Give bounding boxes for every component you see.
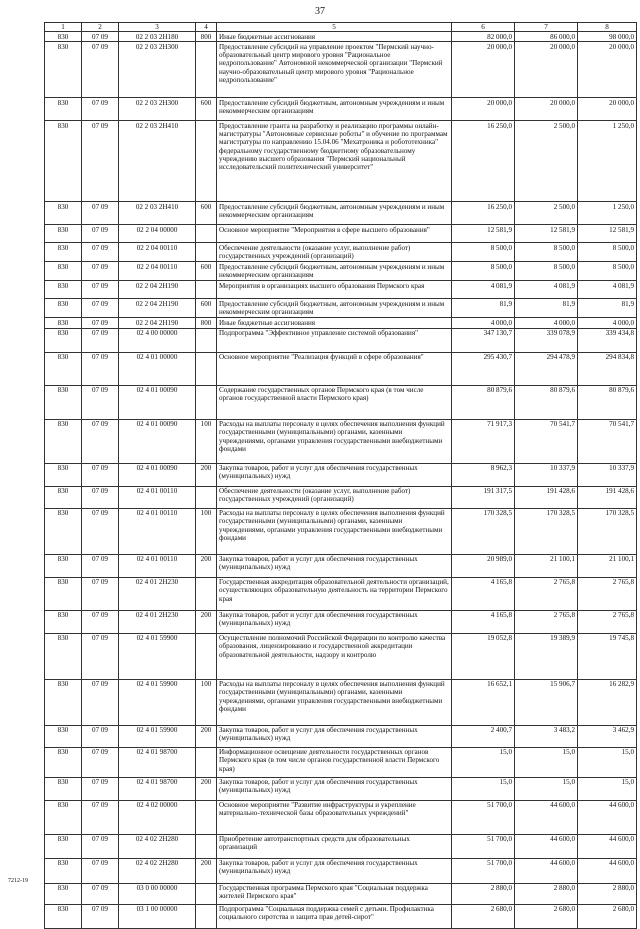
column-csr: 02 2 03 2Н300: [119, 42, 196, 98]
table-row: [45, 800, 637, 834]
column-rz-pr: 07 09: [82, 98, 119, 121]
column-gr: 830: [45, 508, 82, 554]
value-col7: 10 337,9: [515, 463, 578, 486]
column-csr: 02 4 02 00000: [119, 800, 196, 834]
table-row: [45, 883, 637, 904]
column-vr: [196, 904, 217, 928]
value-col7: 2 500,0: [515, 202, 578, 225]
column-rz-pr: 07 09: [82, 328, 119, 352]
column-gr: 830: [45, 747, 82, 777]
table-row: [45, 32, 637, 42]
value-col7: 44 600,0: [515, 834, 578, 858]
column-gr: 830: [45, 385, 82, 419]
value-col8: 2 765,8: [578, 610, 637, 633]
page-number: 37: [315, 6, 325, 17]
column-gr: 830: [45, 243, 82, 262]
column-csr: 02 2 04 00110: [119, 243, 196, 262]
column-rz-pr: 07 09: [82, 281, 119, 299]
column-csr: 03 1 00 00000: [119, 904, 196, 928]
column-gr: 830: [45, 419, 82, 463]
table-row: [45, 904, 637, 928]
column-number: 6: [452, 23, 515, 32]
table-row: [45, 352, 637, 385]
row-name: Расходы на выплаты персоналу в целях обеспечения выполнения функций государственными (муниципальными) органами, казенными учреждениями, органами управления государственными внебюджетными фондами: [217, 679, 452, 725]
value-col7: 2 680,0: [515, 904, 578, 928]
column-gr: 830: [45, 904, 82, 928]
value-col6: 4 081,9: [452, 281, 515, 299]
row-name: Основное мероприятие "Мероприятия в сфере высшего образования": [217, 225, 452, 243]
column-vr: [196, 225, 217, 243]
table-row: [45, 121, 637, 202]
value-col8: 44 600,0: [578, 834, 637, 858]
column-vr: [196, 243, 217, 262]
column-csr: 02 2 03 2Н410: [119, 121, 196, 202]
row-name: Расходы на выплаты персоналу в целях обеспечения выполнения функций государственными (муниципальными) органами, казенными учреждениями, органами управления государственными внебюджетными фондами: [217, 419, 452, 463]
column-rz-pr: 07 09: [82, 121, 119, 202]
column-vr: [196, 328, 217, 352]
column-vr: 800: [196, 32, 217, 42]
column-rz-pr: 07 09: [82, 202, 119, 225]
column-gr: 830: [45, 777, 82, 800]
row-name: Обеспечение деятельности (оказание услуг, выполнение работ) государственных учреждений (организаций): [217, 243, 452, 262]
value-col6: 2 680,0: [452, 904, 515, 928]
column-rz-pr: 07 09: [82, 725, 119, 747]
value-col8: 20 000,0: [578, 98, 637, 121]
column-csr: 02 4 01 2Н230: [119, 610, 196, 633]
value-col7: 15 906,7: [515, 679, 578, 725]
value-col6: 81,9: [452, 299, 515, 318]
column-rz-pr: 07 09: [82, 633, 119, 679]
value-col6: 4 165,8: [452, 577, 515, 610]
column-vr: 800: [196, 318, 217, 328]
row-name: Подпрограмма "Социальная поддержка семей с детьми. Профилактика социального сиротства и защита прав детей-сирот": [217, 904, 452, 928]
column-csr: 02 4 01 59900: [119, 725, 196, 747]
column-rz-pr: 07 09: [82, 777, 119, 800]
value-col8: 98 000,0: [578, 32, 637, 42]
table-row: [45, 725, 637, 747]
value-col7: 80 879,6: [515, 385, 578, 419]
value-col6: 16 652,1: [452, 679, 515, 725]
table-row: [45, 281, 637, 299]
column-rz-pr: 07 09: [82, 904, 119, 928]
value-col6: 82 000,0: [452, 32, 515, 42]
value-col8: 191 428,6: [578, 486, 637, 508]
row-name: Иные бюджетные ассигнования: [217, 32, 452, 42]
value-col8: 8 500,0: [578, 243, 637, 262]
column-gr: 830: [45, 32, 82, 42]
column-vr: 200: [196, 554, 217, 577]
table-row: [45, 747, 637, 777]
column-gr: 830: [45, 679, 82, 725]
value-col7: 86 000,0: [515, 32, 578, 42]
table-row: [45, 486, 637, 508]
value-col7: 70 541,7: [515, 419, 578, 463]
column-csr: 02 2 03 2Н300: [119, 98, 196, 121]
value-col8: 81,9: [578, 299, 637, 318]
column-rz-pr: 07 09: [82, 610, 119, 633]
table-body: [45, 32, 637, 928]
table-row: [45, 42, 637, 98]
column-vr: 200: [196, 777, 217, 800]
value-col7: 81,9: [515, 299, 578, 318]
value-col8: 12 581,9: [578, 225, 637, 243]
column-csr: 02 4 01 00090: [119, 419, 196, 463]
column-number: 5: [217, 23, 452, 32]
column-csr: 02 4 01 00090: [119, 463, 196, 486]
row-name: Предоставление субсидий бюджетным, автономным учреждениям и иным некоммерческим организациям: [217, 202, 452, 225]
row-name: Предоставление субсидий бюджетным, автономным учреждениям и иным некоммерческим организациям: [217, 299, 452, 318]
column-vr: [196, 747, 217, 777]
value-col6: 71 917,3: [452, 419, 515, 463]
table-row: [45, 262, 637, 281]
column-vr: 600: [196, 98, 217, 121]
value-col6: 347 130,7: [452, 328, 515, 352]
column-vr: 100: [196, 508, 217, 554]
table-row: [45, 419, 637, 463]
column-number: 2: [82, 23, 119, 32]
row-name: Основное мероприятие "Реализация функций в сфере образования": [217, 352, 452, 385]
column-vr: [196, 633, 217, 679]
table-header: [45, 23, 637, 32]
value-col8: 1 250,0: [578, 121, 637, 202]
value-col7: 44 600,0: [515, 858, 578, 883]
column-csr: 02 4 01 00090: [119, 385, 196, 419]
value-col6: 51 700,0: [452, 834, 515, 858]
column-rz-pr: 07 09: [82, 262, 119, 281]
column-vr: 600: [196, 262, 217, 281]
value-col7: 294 478,9: [515, 352, 578, 385]
value-col7: 2 765,8: [515, 577, 578, 610]
column-vr: [196, 577, 217, 610]
column-csr: 02 4 01 00110: [119, 554, 196, 577]
column-gr: 830: [45, 121, 82, 202]
column-vr: [196, 352, 217, 385]
value-col6: 51 700,0: [452, 858, 515, 883]
row-name: Информационное освещение деятельности государственных органов Пермского края (в том числе органов государственной власти Пермского края): [217, 747, 452, 777]
value-col7: 2 500,0: [515, 121, 578, 202]
value-col8: 16 282,9: [578, 679, 637, 725]
column-rz-pr: 07 09: [82, 225, 119, 243]
value-col8: 15,0: [578, 777, 637, 800]
value-col6: 8 500,0: [452, 243, 515, 262]
value-col7: 8 500,0: [515, 243, 578, 262]
value-col6: 15,0: [452, 747, 515, 777]
table-row: [45, 243, 637, 262]
value-col8: 2 880,0: [578, 883, 637, 904]
column-gr: 830: [45, 202, 82, 225]
column-gr: 830: [45, 577, 82, 610]
row-name: Осуществление полномочий Российской Федерации по контролю качества образования, лицензированию и государственной аккредитации образовательной деятельности, надзору и контролю: [217, 633, 452, 679]
value-col6: 80 879,6: [452, 385, 515, 419]
column-csr: 02 4 01 00000: [119, 352, 196, 385]
row-name: Предоставление субсидий бюджетным, автономным учреждениям и иным некоммерческим организациям: [217, 262, 452, 281]
column-csr: 02 4 01 2Н230: [119, 577, 196, 610]
value-col8: 44 600,0: [578, 858, 637, 883]
table-row: [45, 202, 637, 225]
row-name: Предоставление гранта на разработку и реализацию программы онлайн-магистратуры "Автономные сервисные роботы" и обучение по программам магистратуры по направлению 15.04.06 "Мехатроника и робототехника" федеральному государственному бюджетному образовательному учреждению высшего образования "Пермский национальный исследовательский политехнический университет": [217, 121, 452, 202]
column-vr: 600: [196, 299, 217, 318]
row-name: Государственная аккредитация образовательной деятельности организаций, осуществляющих образовательную деятельность на территории Пермского края: [217, 577, 452, 610]
row-name: Предоставление субсидий на управление проектом "Пермский научно-образовательный центр мирового уровня "Рациональное недропользование" Автономной некоммерческой организации "Пермский научно-образовательный центр мирового уровня "Рациональное недропользование": [217, 42, 452, 98]
value-col7: 4 000,0: [515, 318, 578, 328]
column-vr: [196, 42, 217, 98]
column-csr: 02 4 01 00110: [119, 486, 196, 508]
column-rz-pr: 07 09: [82, 486, 119, 508]
column-vr: [196, 486, 217, 508]
column-rz-pr: 07 09: [82, 554, 119, 577]
table-row: [45, 577, 637, 610]
value-col8: 2 680,0: [578, 904, 637, 928]
column-vr: 600: [196, 202, 217, 225]
value-col7: 191 428,6: [515, 486, 578, 508]
column-csr: 02 4 02 2Н280: [119, 834, 196, 858]
value-col8: 294 834,8: [578, 352, 637, 385]
column-vr: 200: [196, 610, 217, 633]
column-vr: [196, 281, 217, 299]
value-col6: 15,0: [452, 777, 515, 800]
column-csr: 02 4 01 00110: [119, 508, 196, 554]
value-col7: 8 500,0: [515, 262, 578, 281]
column-rz-pr: 07 09: [82, 318, 119, 328]
column-csr: 02 4 01 98700: [119, 747, 196, 777]
column-vr: 200: [196, 463, 217, 486]
column-csr: 02 2 04 2Н190: [119, 281, 196, 299]
column-rz-pr: 07 09: [82, 858, 119, 883]
column-rz-pr: 07 09: [82, 419, 119, 463]
row-name: Закупка товаров, работ и услуг для обеспечения государственных (муниципальных) нужд: [217, 554, 452, 577]
value-col6: 12 581,9: [452, 225, 515, 243]
column-gr: 830: [45, 800, 82, 834]
row-name: Обеспечение деятельности (оказание услуг, выполнение работ) государственных учреждений (организаций): [217, 486, 452, 508]
table-row: [45, 98, 637, 121]
budget-table: [44, 22, 637, 929]
value-col8: 20 000,0: [578, 42, 637, 98]
column-number: 3: [119, 23, 196, 32]
value-col6: 19 052,8: [452, 633, 515, 679]
value-col8: 339 434,8: [578, 328, 637, 352]
column-gr: 830: [45, 486, 82, 508]
value-col7: 15,0: [515, 777, 578, 800]
table-row: [45, 834, 637, 858]
row-name: Закупка товаров, работ и услуг для обеспечения государственных (муниципальных) нужд: [217, 858, 452, 883]
row-name: Закупка товаров, работ и услуг для обеспечения государственных (муниципальных) нужд: [217, 610, 452, 633]
column-csr: 02 4 02 2Н280: [119, 858, 196, 883]
column-rz-pr: 07 09: [82, 747, 119, 777]
value-col8: 4 081,9: [578, 281, 637, 299]
column-csr: 02 2 03 2Н180: [119, 32, 196, 42]
value-col8: 21 100,1: [578, 554, 637, 577]
column-rz-pr: 07 09: [82, 243, 119, 262]
column-gr: 830: [45, 328, 82, 352]
value-col8: 3 462,9: [578, 725, 637, 747]
value-col6: 191 317,5: [452, 486, 515, 508]
value-col7: 4 081,9: [515, 281, 578, 299]
column-gr: 830: [45, 281, 82, 299]
value-col7: 44 600,0: [515, 800, 578, 834]
column-csr: 02 2 04 2Н190: [119, 299, 196, 318]
column-vr: 100: [196, 419, 217, 463]
row-name: Иные бюджетные ассигнования: [217, 318, 452, 328]
value-col8: 10 337,9: [578, 463, 637, 486]
column-csr: 02 4 01 59900: [119, 633, 196, 679]
value-col8: 15,0: [578, 747, 637, 777]
value-col8: 4 000,0: [578, 318, 637, 328]
column-vr: [196, 800, 217, 834]
value-col6: 2 880,0: [452, 883, 515, 904]
column-gr: 830: [45, 554, 82, 577]
value-col7: 3 483,2: [515, 725, 578, 747]
column-csr: 02 2 04 2Н190: [119, 318, 196, 328]
value-col6: 4 000,0: [452, 318, 515, 328]
value-col6: 8 500,0: [452, 262, 515, 281]
table-row: [45, 679, 637, 725]
table-row: [45, 328, 637, 352]
value-col7: 20 000,0: [515, 98, 578, 121]
table-row: [45, 508, 637, 554]
column-csr: 03 0 00 00000: [119, 883, 196, 904]
value-col6: 20 989,0: [452, 554, 515, 577]
column-gr: 830: [45, 352, 82, 385]
column-rz-pr: 07 09: [82, 679, 119, 725]
column-rz-pr: 07 09: [82, 299, 119, 318]
column-number: 8: [578, 23, 637, 32]
value-col6: 4 165,8: [452, 610, 515, 633]
table-row: [45, 777, 637, 800]
value-col7: 21 100,1: [515, 554, 578, 577]
column-rz-pr: 07 09: [82, 463, 119, 486]
column-vr: [196, 834, 217, 858]
column-csr: 02 4 01 98700: [119, 777, 196, 800]
value-col7: 2 880,0: [515, 883, 578, 904]
column-rz-pr: 07 09: [82, 352, 119, 385]
column-csr: 02 2 04 00000: [119, 225, 196, 243]
column-gr: 830: [45, 299, 82, 318]
column-gr: 830: [45, 883, 82, 904]
value-col6: 8 962,3: [452, 463, 515, 486]
row-name: Закупка товаров, работ и услуг для обеспечения государственных (муниципальных) нужд: [217, 725, 452, 747]
column-rz-pr: 07 09: [82, 42, 119, 98]
column-gr: 830: [45, 225, 82, 243]
column-vr: 200: [196, 858, 217, 883]
column-rz-pr: 07 09: [82, 800, 119, 834]
value-col6: 295 430,7: [452, 352, 515, 385]
value-col6: 16 250,0: [452, 202, 515, 225]
table-row: [45, 318, 637, 328]
value-col8: 44 600,0: [578, 800, 637, 834]
column-vr: [196, 883, 217, 904]
table-row: [45, 299, 637, 318]
column-csr: 02 2 04 00110: [119, 262, 196, 281]
value-col8: 2 765,8: [578, 577, 637, 610]
value-col8: 19 745,8: [578, 633, 637, 679]
value-col8: 170 328,5: [578, 508, 637, 554]
value-col6: 2 400,7: [452, 725, 515, 747]
value-col7: 12 581,9: [515, 225, 578, 243]
value-col6: 20 000,0: [452, 42, 515, 98]
value-col6: 170 328,5: [452, 508, 515, 554]
column-number: 4: [196, 23, 217, 32]
table-row: [45, 633, 637, 679]
table-row: [45, 554, 637, 577]
value-col7: 20 000,0: [515, 42, 578, 98]
row-name: Подпрограмма "Эффективное управление системой образования": [217, 328, 452, 352]
value-col6: 51 700,0: [452, 800, 515, 834]
column-number: 7: [515, 23, 578, 32]
column-gr: 830: [45, 98, 82, 121]
row-name: Основное мероприятие "Развитие инфраструктуры и укрепление материально-технической базы образовательных учреждений": [217, 800, 452, 834]
column-rz-pr: 07 09: [82, 508, 119, 554]
table-row: [45, 858, 637, 883]
value-col7: 19 389,9: [515, 633, 578, 679]
column-gr: 830: [45, 42, 82, 98]
column-number: 1: [45, 23, 82, 32]
column-rz-pr: 07 09: [82, 385, 119, 419]
column-csr: 02 4 01 59900: [119, 679, 196, 725]
column-gr: 830: [45, 858, 82, 883]
row-name: Мероприятия в организациях высшего образования Пермского края: [217, 281, 452, 299]
column-rz-pr: 07 09: [82, 883, 119, 904]
column-gr: 830: [45, 262, 82, 281]
column-gr: 830: [45, 610, 82, 633]
value-col7: 170 328,5: [515, 508, 578, 554]
table-row: [45, 610, 637, 633]
column-rz-pr: 07 09: [82, 834, 119, 858]
column-vr: [196, 121, 217, 202]
column-gr: 830: [45, 633, 82, 679]
column-rz-pr: 07 09: [82, 32, 119, 42]
column-gr: 830: [45, 318, 82, 328]
column-csr: 02 4 00 00000: [119, 328, 196, 352]
value-col8: 1 250,0: [578, 202, 637, 225]
row-name: Предоставление субсидий бюджетным, автономным учреждениям и иным некоммерческим организациям: [217, 98, 452, 121]
table-row: [45, 225, 637, 243]
column-vr: 100: [196, 679, 217, 725]
table-row: [45, 385, 637, 419]
row-name: Закупка товаров, работ и услуг для обеспечения государственных (муниципальных) нужд: [217, 463, 452, 486]
value-col6: 20 000,0: [452, 98, 515, 121]
value-col7: 15,0: [515, 747, 578, 777]
column-gr: 830: [45, 725, 82, 747]
column-vr: [196, 385, 217, 419]
value-col7: 339 078,9: [515, 328, 578, 352]
value-col8: 70 541,7: [578, 419, 637, 463]
row-name: Содержание государственных органов Пермского края (в том числе органов государственной власти Пермского края): [217, 385, 452, 419]
column-gr: 830: [45, 463, 82, 486]
value-col6: 16 250,0: [452, 121, 515, 202]
row-name: Приобретение автотранспортных средств для образовательных организаций: [217, 834, 452, 858]
column-rz-pr: 07 09: [82, 577, 119, 610]
table-row: [45, 463, 637, 486]
row-name: Закупка товаров, работ и услуг для обеспечения государственных (муниципальных) нужд: [217, 777, 452, 800]
column-csr: 02 2 03 2Н410: [119, 202, 196, 225]
footer-code: 7212-19: [8, 878, 28, 884]
column-gr: 830: [45, 834, 82, 858]
column-vr: 200: [196, 725, 217, 747]
row-name: Расходы на выплаты персоналу в целях обеспечения выполнения функций государственными (муниципальными) органами, казенными учреждениями, органами управления государственными внебюджетными фондами: [217, 508, 452, 554]
value-col8: 8 500,0: [578, 262, 637, 281]
value-col7: 2 765,8: [515, 610, 578, 633]
value-col8: 80 879,6: [578, 385, 637, 419]
row-name: Государственная программа Пермского края "Социальная поддержка жителей Пермского края": [217, 883, 452, 904]
